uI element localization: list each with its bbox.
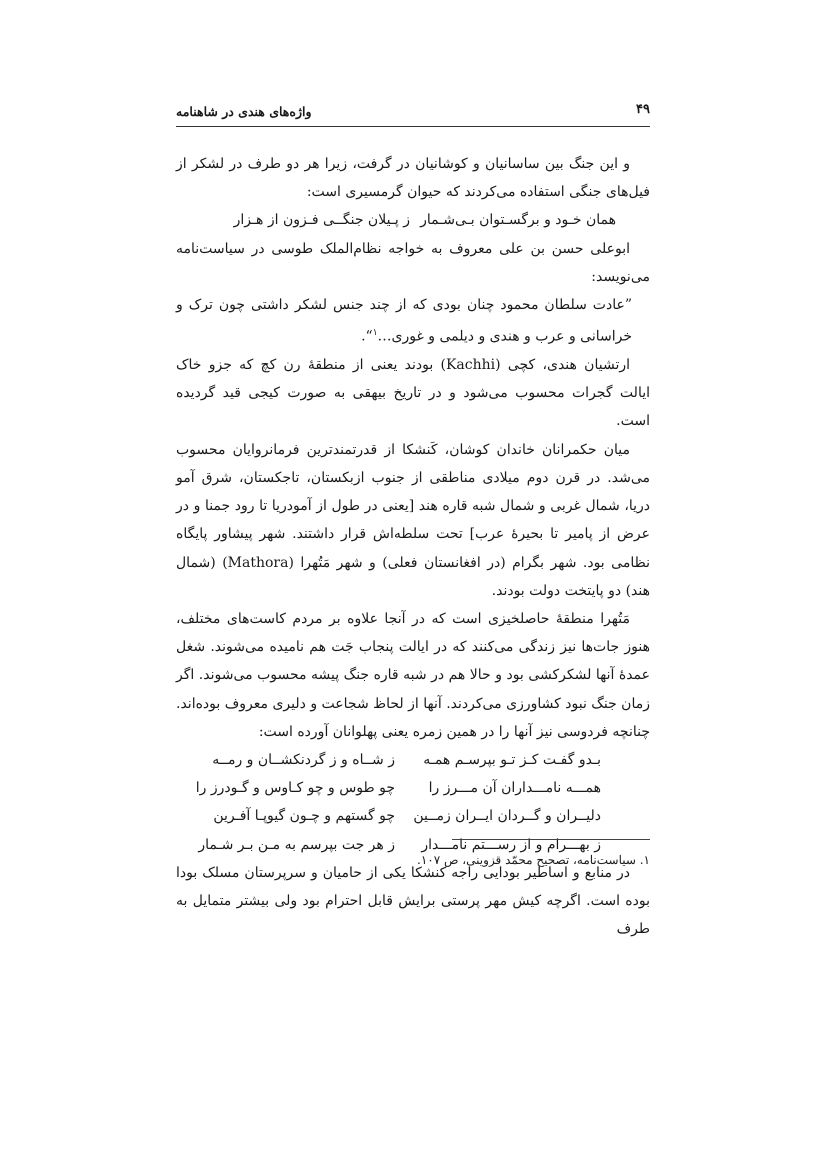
footnote: ۱. سیاست‌نامه، تصحیح محمّد قزوینی، ص ۱۰۷. [417, 853, 650, 867]
verse-line [176, 206, 650, 234]
verse-right-hemistich: همان خـود و برگسـتوان بـی‌شـمار [420, 212, 616, 229]
verse-line [176, 746, 650, 774]
footnote-rule [452, 839, 650, 840]
verse-right-hemistich: همـــه نامـــداران آن مـــرز را [428, 780, 601, 797]
header-rule [176, 126, 650, 127]
running-head [176, 100, 650, 122]
paragraph-5: مَتُهرا منطقهٔ حاصلخیزی است که در آنجا علاوه بر مردم کاست‌های مختلف، هنوز جات‌ها نیز زندگی می‌کنند که در ایالت پنجاب جَت هم نامیده می‌شوند. شغل عمدهٔ آنها لشکرکشی بود و حالا هم در شبه قاره جنگ پیشه محسوب می‌شوند. اگر زمان جنگ نبود کشاورزی می‌کردند. آنها از لحاظ شجاعت و دلیری معروف بوده‌اند. چنانچه فردوسی نیز آنها را در همین زمره یعنی پهلوانان آورده است: [176, 610, 650, 740]
verse-line [176, 802, 650, 830]
verse-left-hemistich: ز پـیلان جنگــی فـزون از هـزار [233, 212, 410, 229]
verse-right-hemistich: دلیــران و گــردان ایــران زمــین [413, 808, 601, 825]
footnote-marker: ۱ [372, 328, 378, 339]
verse-line [176, 774, 650, 802]
paragraph-1: و این جنگ بین ساسانیان و کوشانیان در گرفت، زیرا هر دو طرف در لشکر از فیل‌های جنگی استفاده می‌کردند که حیوان گرمسیری است: [176, 156, 650, 201]
paragraph-4: میان حکمرانان خاندان کوشان، کَنشکا از قدرتمندترین فرمانروایان محسوب می‌شد. در قرن دوم میلادی مناطقی از جنوب ازبکستان، تاجکستان، شرق آمو دریا، شمال غربی و شمال شبه قاره هند [یعنی در طول از آمودریا تا رود جمنا و در عرض از پامیر تا بحیرهٔ عرب] تحت سلطه‌اش قرار داشتند. شهر پیشاور پایگاه نظامی بود. شهر بگرام (در افغانستان فعلی) و شهر مَتُهرا (Mathora) (شمال هند) دو پایتخت دولت بودند. [176, 441, 650, 599]
paragraph-2: ابوعلی حسن بن علی معروف به خواجه نظام‌الملک طوسی در سیاست‌نامه می‌نویسد: [176, 240, 650, 285]
verse-right-hemistich: بـدو گفـت کـز تـو بپرسـم همـه [423, 751, 601, 768]
quotation-text: ”عادت سلطان محمود چنان بودی که از چند جنس لشکر داشتی چون ترک و خراسانی و عرب و هندی و دیلمی و غوری… [176, 297, 632, 345]
verse-left-hemistich: چو طوس و چو کـاوس و گـودرز را [195, 780, 395, 797]
body-text [176, 150, 650, 943]
page-number: ۴۹ [636, 102, 650, 117]
quotation-end: “. [361, 328, 373, 345]
paragraph-3: ارتشیان هندی، کچی (Kachhi) بودند یعنی از منطقهٔ رن کچ که جزو خاک ایالت گجرات محسوب می‌شود و در تاریخ بیهقی به صورت کیجی قید گردیده است. [176, 357, 650, 430]
verse-left-hemistich: ز هر جت بپرسم به مـن بـر شـمار [198, 836, 395, 853]
verse-left-hemistich: چو گستهم و چـون گیوپـا آفـرین [213, 808, 395, 825]
verse-left-hemistich: ز شــاه و ز گردنکشــان و رمــه [212, 751, 395, 768]
paragraph-6: در منابع و اساطیر بودایی راجه کنشکا یکی از حامیان و سرپرستان مسلک بودا بوده است. اگرچه کیش مهر پرستی برایش قابل احترام بود ولی بیشتر متمایل به طرف [176, 864, 650, 938]
running-title: واژه‌های هندی در شاهنامه [176, 104, 312, 119]
quotation [176, 291, 650, 351]
verse-right-hemistich: ز بهـــرام و از رســـتم نامـــدار [421, 836, 601, 853]
